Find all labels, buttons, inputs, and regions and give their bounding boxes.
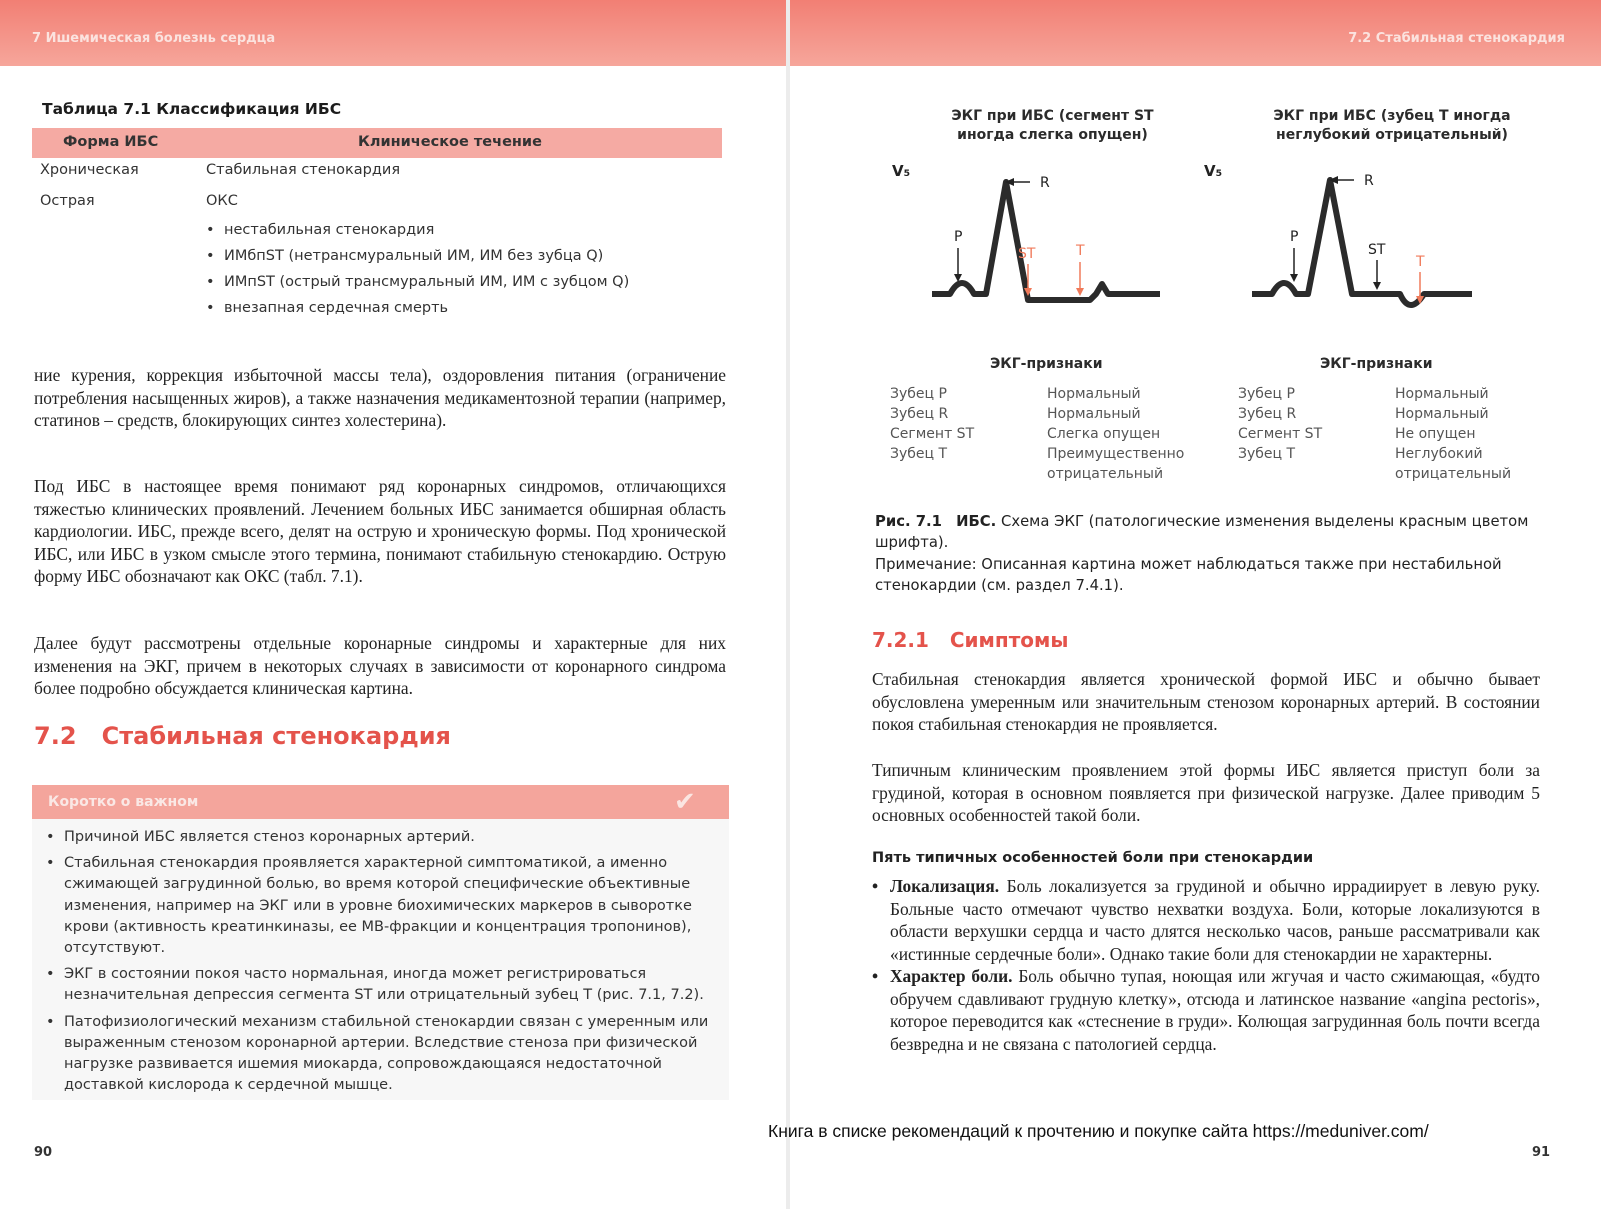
table-subitem: • ИМпST (острый трансмуральный ИМ, ИМ с зубцом Q) — [206, 274, 629, 290]
section-number: 7.2 — [34, 722, 77, 750]
ecg2-t-label: T — [1416, 254, 1425, 270]
watermark-text: Книга в списке рекомендаций к прочтению и покупке сайта https://meduniver.com/ — [768, 1121, 1429, 1141]
ecg1-signs-values — [1047, 384, 1212, 484]
caption-text: Схема ЭКГ (патологические изменения выделены красным цветом шрифта). — [875, 513, 1529, 552]
features-title: Пять типичных особенностей боли при стенокардии — [872, 850, 1314, 866]
paragraph: Далее будут рассмотрены отдельные коронарные синдромы и характерные для них изменения на ЭКГ, причем в некоторых случаях в зависимости от коронарного синдрома более подробно обсуждается клиническая картина. — [34, 633, 726, 698]
table-subitem: • ИМбпST (нетрансмуральный ИМ, ИМ без зубца Q) — [206, 248, 629, 264]
feature-text: Боль локализуется за грудиной и обычно иррадиирует в левую руку. Больные часто отмечают чувство нехватки воздуха. Боли, которые локализуются в области верхушки сердца и часто длятся несколько часов, раньше рассматривали как «истинные сердечные боли». Однако такие боли для стенокардии не характерны. — [890, 876, 1540, 964]
table-title: Таблица 7.1 Классификация ИБС — [42, 100, 342, 118]
checkmark-icon: ✔ — [674, 787, 696, 817]
sign-value: Нормальный — [1047, 386, 1141, 402]
key-point-item: • Патофизиологический механизм стабильной стенокардии связан с умеренным или выраженным стенозом коронарной артерии. Вследствие стеноза при физической нагрузке развивается ишемия миокарда, сопровождающаяся недостаточной доставкой кислорода к сердечной мышце. — [46, 1012, 716, 1097]
running-header-right — [790, 0, 1601, 66]
key-point-item: • Причиной ИБС является стеноз коронарных артерий. — [46, 827, 716, 848]
sign-value: Нормальный — [1395, 386, 1489, 402]
ecg1-trace — [892, 162, 1160, 300]
ecg2-st-label: ST — [1368, 242, 1386, 258]
running-header-left — [0, 0, 786, 66]
ecg2-lead-label: V₅ — [1204, 162, 1223, 180]
caption-note: Примечание: Описанная картина может наблюдаться также при нестабильной стенокардии (см. раздел 7.4.1). — [875, 555, 1502, 595]
key-point-item: • ЭКГ в состоянии покоя часто нормальная, иногда может регистрироваться незначительная депрессия сегмента ST или отрицательный зубец T (рис. 7.1, 7.2). — [46, 964, 716, 1006]
sign-key: Зубец R — [1238, 406, 1297, 422]
table-col-course: Клиническое течение — [358, 134, 542, 150]
ecg-diagram — [880, 160, 1540, 340]
ecg2-title: ЭКГ при ИБС (зубец T иногда неглубокий отрицательный) — [1273, 108, 1511, 143]
ecg1-signs-title: ЭКГ-признаки — [990, 356, 1103, 372]
ecg1-title: ЭКГ при ИБС (сегмент ST иногда слегка опущен) — [951, 108, 1154, 143]
subsection-heading — [872, 628, 1068, 652]
feature-text: Боль обычно тупая, ноющая или жгучая и часто сжимающая, «будто обручем сдавливают грудную клетку», отсюда и латинское название «angina pectoris», которое переводится как «стеснение в груди». Колющая загрудинная боль почти всегда безвредна и не связана с патологией сердца. — [890, 966, 1540, 1054]
caption-number: Рис. 7.1 — [875, 513, 942, 530]
page-gutter — [786, 0, 790, 1209]
sign-key: Зубец P — [1238, 386, 1295, 402]
table-header — [32, 128, 722, 158]
feature-term: Локализация. — [890, 876, 1000, 896]
table-cell-course: ОКС — [206, 193, 238, 209]
ecg1-r-label: R — [1040, 175, 1050, 191]
features-list — [888, 875, 1540, 1055]
sign-key: Сегмент ST — [890, 426, 975, 442]
table-cell-form: Острая — [40, 193, 95, 209]
caption-bold: ИБС. — [956, 513, 997, 530]
ecg1-st-label: ST — [1018, 246, 1036, 262]
table-subitem: • нестабильная стенокардия — [206, 222, 629, 238]
figure-caption — [875, 511, 1535, 597]
sign-key: Сегмент ST — [1238, 426, 1323, 442]
sign-key: Зубец T — [890, 446, 948, 462]
sign-value: Неглубокий отрицательный — [1395, 446, 1512, 482]
paragraph: ние курения, коррекция избыточной массы тела), оздоровления питания (ограничение потребления насыщенных жиров), а также назначения медикаментозной терапии (например, статинов – средств, блокирующих синтез холестерина). — [34, 365, 726, 430]
key-points-list — [46, 827, 716, 1101]
ecg2-signs-keys — [1238, 384, 1378, 464]
sign-value: Нормальный — [1047, 406, 1141, 422]
subsection-title: Симптомы — [949, 628, 1069, 652]
ecg1-p-label: P — [954, 229, 963, 245]
ecg2-p-label: P — [1290, 229, 1299, 245]
sign-key: Зубец T — [1238, 446, 1296, 462]
sign-value: Нормальный — [1395, 406, 1489, 422]
sign-value: Слегка опущен — [1047, 426, 1161, 442]
key-points-box — [32, 785, 729, 1100]
ecg1-signs-keys — [890, 384, 1030, 464]
paragraph: Типичным клиническим проявлением этой формы ИБС является приступ боли за грудиной, которая в основном появляется при физической нагрузке. Далее приводим 5 основных особенностей такой боли. — [872, 760, 1540, 825]
ecg2-r-label: R — [1364, 173, 1374, 189]
paragraph: Стабильная стенокардия является хронической формой ИБС и обычно бывает обусловлена умеренным или значительным стенозом коронарных артерий. В состоянии покоя стабильная стенокардия не проявляется. — [872, 669, 1540, 734]
ecg1-lead-label: V₅ — [892, 162, 911, 180]
sign-key: Зубец P — [890, 386, 947, 402]
subsection-number: 7.2.1 — [872, 628, 929, 652]
key-points-header — [32, 785, 729, 819]
table-subitem: • внезапная сердечная смерть — [206, 300, 629, 316]
sign-value: Преимущественно отрицательный — [1047, 446, 1185, 482]
page-number-left: 90 — [34, 1145, 53, 1160]
table-sublist — [206, 222, 629, 326]
sign-value: Не опущен — [1395, 426, 1476, 442]
feature-item — [872, 965, 1540, 1055]
feature-item — [872, 875, 1540, 965]
running-header-right-text: 7.2 Стабильная стенокардия — [1348, 31, 1565, 46]
sign-key: Зубец R — [890, 406, 949, 422]
ecg2-signs-values — [1395, 384, 1515, 484]
running-header-left-text: 7 Ишемическая болезнь сердца — [32, 31, 276, 46]
page-number-right: 91 — [1532, 1145, 1551, 1160]
ecg1-t-label: T — [1076, 243, 1085, 259]
key-point-item: • Стабильная стенокардия проявляется характерной симптоматикой, а именно сжимающей загрудинной болью, во время которой специфические объективные изменения, например на ЭКГ или в уровне биохимических маркеров в сыворотке крови (активность креатинкиназы, ее МВ-фракции и концентрация тропонинов), отсутствуют. — [46, 853, 716, 959]
table-cell-course: Стабильная стенокардия — [206, 162, 401, 178]
section-heading — [34, 722, 451, 750]
table-col-form: Форма ИБС — [63, 134, 159, 150]
paragraph: Под ИБС в настоящее время понимают ряд коронарных синдромов, отличающихся тяжестью клинических проявлений. Лечением больных ИБС занимается обширная область кардиологии. ИБС, прежде всего, делят на острую и хроническую формы. Под хронической ИБС, или ИБС в узком смысле этого термина, понимают стабильную стенокардию. Острую форму ИБС обозначают как ОКС (табл. 7.1). — [34, 476, 726, 586]
key-points-title: Коротко о важном — [48, 794, 199, 810]
feature-term: Характер боли. — [890, 966, 1013, 986]
ecg2-trace — [1204, 162, 1472, 305]
section-title: Стабильная стенокардия — [101, 722, 451, 750]
ecg2-signs-title: ЭКГ-признаки — [1320, 356, 1433, 372]
table-cell-form: Хроническая — [40, 162, 139, 178]
